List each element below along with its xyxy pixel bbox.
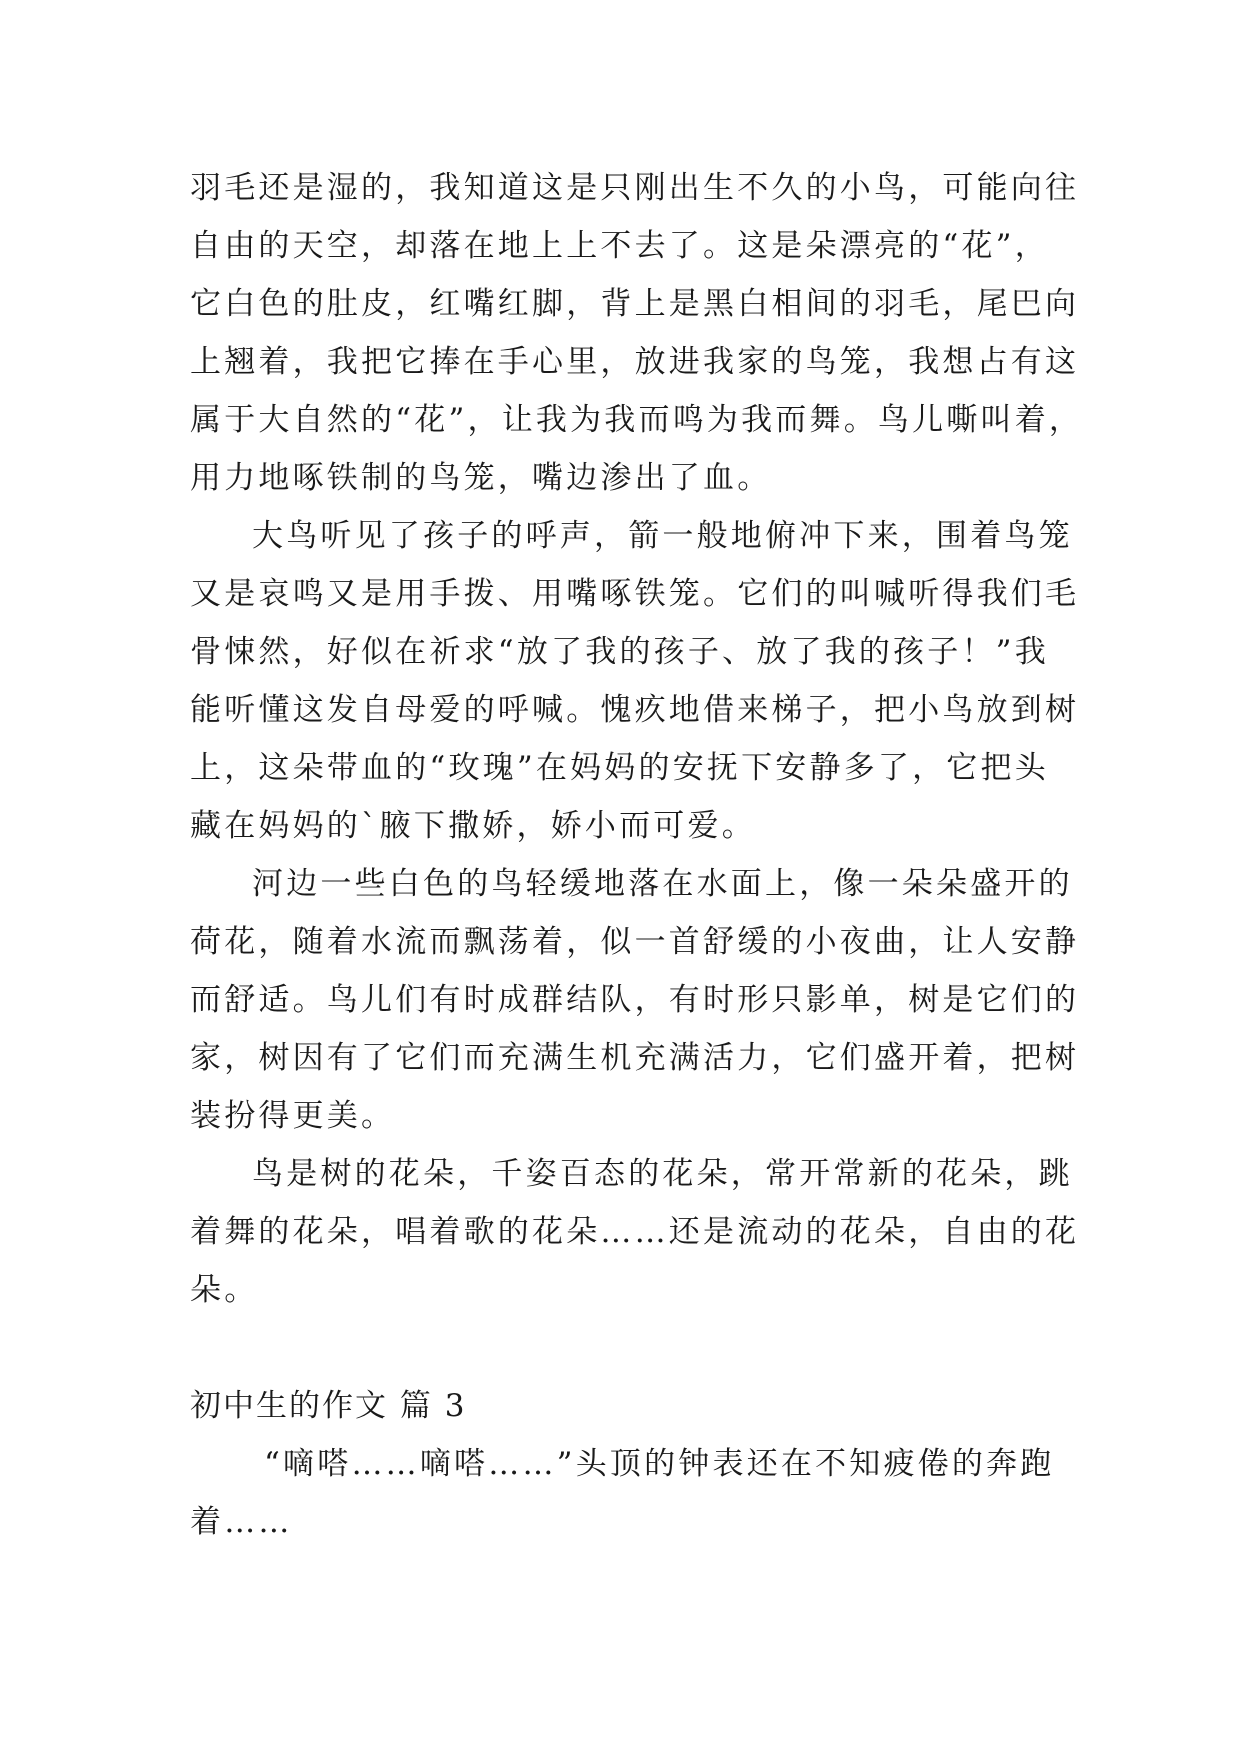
paragraph-first-line: “嘀嗒……嘀嗒……”头顶的钟表还在不知疲倦的奔跑 <box>264 1446 1055 1482</box>
text-line: 装扮得更美。 <box>190 1098 396 1134</box>
paragraph-first-line: 河边一些白色的鸟轻缓地落在水面上，像一朵朵盛开的 <box>252 866 1073 902</box>
text-line: 属于大自然的“花”，让我为我而鸣为我而舞。鸟儿嘶叫着， <box>190 402 1084 438</box>
section-heading: 初中生的作文 篇 3 <box>190 1388 467 1424</box>
paragraph-first-line: 鸟是树的花朵，千姿百态的花朵，常开常新的花朵，跳 <box>252 1156 1073 1192</box>
text-line: 着舞的花朵，唱着歌的花朵……还是流动的花朵，自由的花 <box>190 1214 1080 1250</box>
text-line: 藏在妈妈的`腋下撒娇，娇小而可爱。 <box>190 808 756 844</box>
text-line: 朵。 <box>190 1272 259 1308</box>
text-line: 能听懂这发自母爱的呼喊。愧疚地借来梯子，把小鸟放到树 <box>190 692 1080 728</box>
paragraph-first-line: 大鸟听见了孩子的呼声，箭一般地俯冲下来，围着鸟笼 <box>252 518 1073 554</box>
text-line: 上，这朵带血的“玫瑰”在妈妈的安抚下安静多了，它把头 <box>190 750 1049 786</box>
text-line: 又是哀鸣又是用手拨、用嘴啄铁笼。它们的叫喊听得我们毛 <box>190 576 1080 612</box>
text-line: 自由的天空，却落在地上上不去了。这是朵漂亮的“花”， <box>190 228 1049 264</box>
text-line: 而舒适。鸟儿们有时成群结队，有时形只影单，树是它们的 <box>190 982 1080 1018</box>
text-line: 上翘着，我把它捧在手心里，放进我家的鸟笼，我想占有这 <box>190 344 1080 380</box>
text-line: 用力地啄铁制的鸟笼，嘴边渗出了血。 <box>190 460 772 496</box>
text-line: 荷花，随着水流而飘荡着，似一首舒缓的小夜曲，让人安静 <box>190 924 1080 960</box>
text-line: 家，树因有了它们而充满生机充满活力，它们盛开着，把树 <box>190 1040 1080 1076</box>
text-line: 它白色的肚皮，红嘴红脚，背上是黑白相间的羽毛，尾巴向 <box>190 286 1080 322</box>
text-line: 羽毛还是湿的，我知道这是只刚出生不久的小鸟，可能向往 <box>190 170 1080 206</box>
text-line: 骨悚然，好似在祈求“放了我的孩子、放了我的孩子！”我 <box>190 634 1049 670</box>
text-line: 着…… <box>190 1504 293 1540</box>
